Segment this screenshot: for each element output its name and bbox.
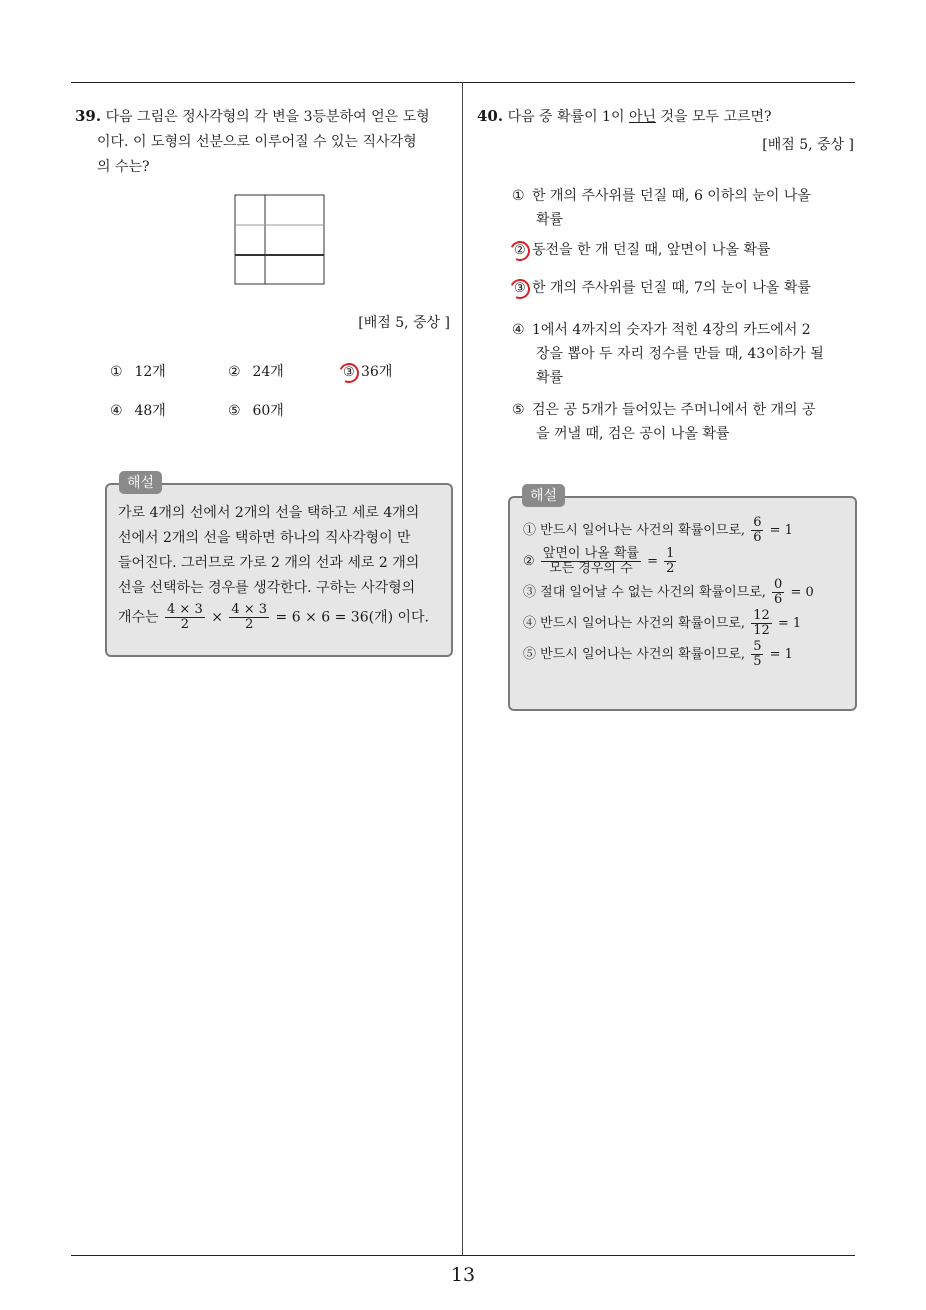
item-text: 반드시 일어나는 사건의 확률이므로, xyxy=(540,616,746,631)
option-line: 한 개의 주사위를 던질 때, 6 이하의 눈이 나올 xyxy=(532,188,811,204)
option-number: ③ xyxy=(514,281,526,296)
solution-item-4 xyxy=(523,609,853,638)
q40-option-5[interactable] xyxy=(512,398,852,446)
option-label: 12개 xyxy=(134,364,166,380)
item-number: ② xyxy=(523,554,535,569)
fraction-numerator: 6 xyxy=(753,515,762,530)
fraction-numerator: 1 xyxy=(666,546,675,561)
option-line: 확률 xyxy=(536,370,564,386)
solution-result: = 6 × 6 = 36(개) 이다. xyxy=(275,609,429,626)
question-40-underlined-word: 아닌 xyxy=(628,109,657,125)
answer-circle-mark xyxy=(336,360,362,386)
option-number: ① xyxy=(110,364,123,380)
solution-line: 들어진다. 그러므로 가로 2 개의 선과 세로 2 개의 xyxy=(118,555,420,571)
option-line: 확률 xyxy=(536,212,564,228)
solution-line: 선에서 2개의 선을 택하면 하나의 직사각형이 만 xyxy=(118,530,411,546)
fraction-numerator: 4 × 3 xyxy=(231,602,268,617)
solution-line: 가로 4개의 선에서 2개의 선을 택하고 세로 4개의 xyxy=(118,505,420,521)
fraction-numerator: 앞면이 나올 확률 xyxy=(542,546,639,561)
option-line: 장을 뽑아 두 자리 정수를 만들 때, 43이하가 될 xyxy=(536,346,824,362)
question-40-solution-tab: 해설 xyxy=(522,484,565,507)
option-label: 24개 xyxy=(252,364,284,380)
item-number: ⑤ xyxy=(523,647,537,662)
question-39-line-1: 다음 그림은 정사각형의 각 변을 3등분하여 얻은 도형 xyxy=(105,109,430,125)
option-number: ⑤ xyxy=(228,403,241,419)
question-39-solution-box xyxy=(105,483,453,657)
item-number: ③ xyxy=(523,585,537,600)
option-number: ② xyxy=(514,243,526,258)
column-divider xyxy=(462,82,463,1256)
option-number: ② xyxy=(228,364,241,380)
option-line: 한 개의 주사위를 던질 때, 7의 눈이 나올 확률 xyxy=(532,280,811,296)
fraction xyxy=(229,603,269,632)
question-40-text xyxy=(477,104,857,130)
question-39 xyxy=(75,104,460,180)
solution-item-1 xyxy=(523,516,853,545)
option-line: 을 꺼낼 때, 검은 공이 나올 확률 xyxy=(536,426,730,442)
q40-option-2[interactable] xyxy=(510,238,850,262)
option-number: ③ xyxy=(343,365,355,380)
q39-option-3[interactable] xyxy=(339,360,392,384)
option-label: 36개 xyxy=(361,364,393,380)
fraction xyxy=(541,547,641,576)
item-number: ④ xyxy=(523,616,537,631)
item-text: 절대 일어날 수 없는 사건의 확률이므로, xyxy=(540,585,766,600)
item-result: = 1 xyxy=(777,616,802,631)
option-label: 48개 xyxy=(134,403,166,419)
q40-option-4[interactable] xyxy=(512,318,852,390)
option-number: ④ xyxy=(512,322,525,338)
fraction xyxy=(165,603,205,632)
item-result: = 1 xyxy=(769,647,793,662)
bottom-rule xyxy=(71,1255,855,1256)
top-rule xyxy=(71,82,855,83)
option-number: ⑤ xyxy=(512,402,525,418)
question-39-text xyxy=(75,104,460,180)
fraction-numerator: 4 × 3 xyxy=(167,602,203,617)
solution-item-2 xyxy=(523,547,853,576)
question-40-solution-text xyxy=(523,516,853,669)
item-result: = xyxy=(647,554,659,569)
question-39-number: 39. xyxy=(75,107,102,125)
fraction-denominator: 2 xyxy=(666,561,675,576)
question-40-number: 40. xyxy=(477,107,504,125)
option-number: ④ xyxy=(110,403,123,419)
item-result: = 1 xyxy=(769,523,793,538)
fraction-denominator: 5 xyxy=(753,654,762,669)
fraction xyxy=(751,516,763,545)
q40-option-1[interactable] xyxy=(512,184,852,232)
item-text: 반드시 일어나는 사건의 확률이므로, xyxy=(540,647,746,662)
option-line: 검은 공 5개가 들어있는 주머니에서 한 개의 공 xyxy=(532,402,816,418)
times-sign: × xyxy=(211,609,223,626)
fraction xyxy=(751,640,763,669)
q39-option-1[interactable] xyxy=(110,360,166,384)
question-40-text-before: 다음 중 확률이 1이 xyxy=(507,109,629,125)
question-39-difficulty: [배점 5, 중상 ] xyxy=(358,315,450,331)
fraction-denominator: 6 xyxy=(753,530,762,545)
question-40-difficulty: [배점 5, 중상 ] xyxy=(762,137,854,153)
solution-prefix: 개수는 xyxy=(118,609,159,626)
q40-option-3[interactable] xyxy=(510,276,850,300)
fraction-denominator: 모든 경우의 수 xyxy=(549,561,633,576)
answer-circle-mark xyxy=(507,276,533,302)
solution-item-3 xyxy=(523,578,853,607)
fraction xyxy=(664,547,676,576)
question-40-text-after: 것을 모두 고르면? xyxy=(656,109,772,125)
option-number: ① xyxy=(512,188,525,204)
fraction-numerator: 12 xyxy=(753,608,770,623)
fraction-denominator: 6 xyxy=(774,592,783,607)
item-number: ① xyxy=(523,523,537,538)
solution-item-5 xyxy=(523,640,853,669)
q39-option-5[interactable] xyxy=(228,399,284,423)
question-40-solution-box xyxy=(508,496,857,711)
question-39-line-2: 이다. 이 도형의 선분으로 이루어질 수 있는 직사각형 xyxy=(97,134,417,150)
answer-circle-mark xyxy=(507,238,533,264)
square-grid-figure xyxy=(234,194,326,286)
option-line: 동전을 한 개 던질 때, 앞면이 나올 확률 xyxy=(532,242,771,258)
page-number: 13 xyxy=(450,1264,476,1286)
fraction-denominator: 2 xyxy=(180,617,190,632)
item-text: 반드시 일어나는 사건의 확률이므로, xyxy=(540,523,746,538)
solution-line: 선을 선택하는 경우를 생각한다. 구하는 사각형의 xyxy=(118,580,416,596)
fraction-numerator: 0 xyxy=(774,577,783,592)
fraction xyxy=(751,609,772,638)
fraction xyxy=(772,578,784,607)
q39-option-4[interactable] xyxy=(110,399,166,423)
option-label: 60개 xyxy=(252,403,284,419)
question-39-solution-text xyxy=(118,501,448,632)
item-result: = 0 xyxy=(790,585,814,600)
q39-option-2[interactable] xyxy=(228,360,284,384)
fraction-denominator: 2 xyxy=(245,617,254,632)
question-39-line-3: 의 수는? xyxy=(97,159,150,175)
fraction-numerator: 5 xyxy=(753,639,762,654)
option-line: 1에서 4까지의 숫자가 적힌 4장의 카드에서 2 xyxy=(532,322,811,338)
solution-formula-line xyxy=(118,603,448,632)
question-39-solution-tab: 해설 xyxy=(119,471,162,494)
fraction-denominator: 12 xyxy=(753,623,770,638)
